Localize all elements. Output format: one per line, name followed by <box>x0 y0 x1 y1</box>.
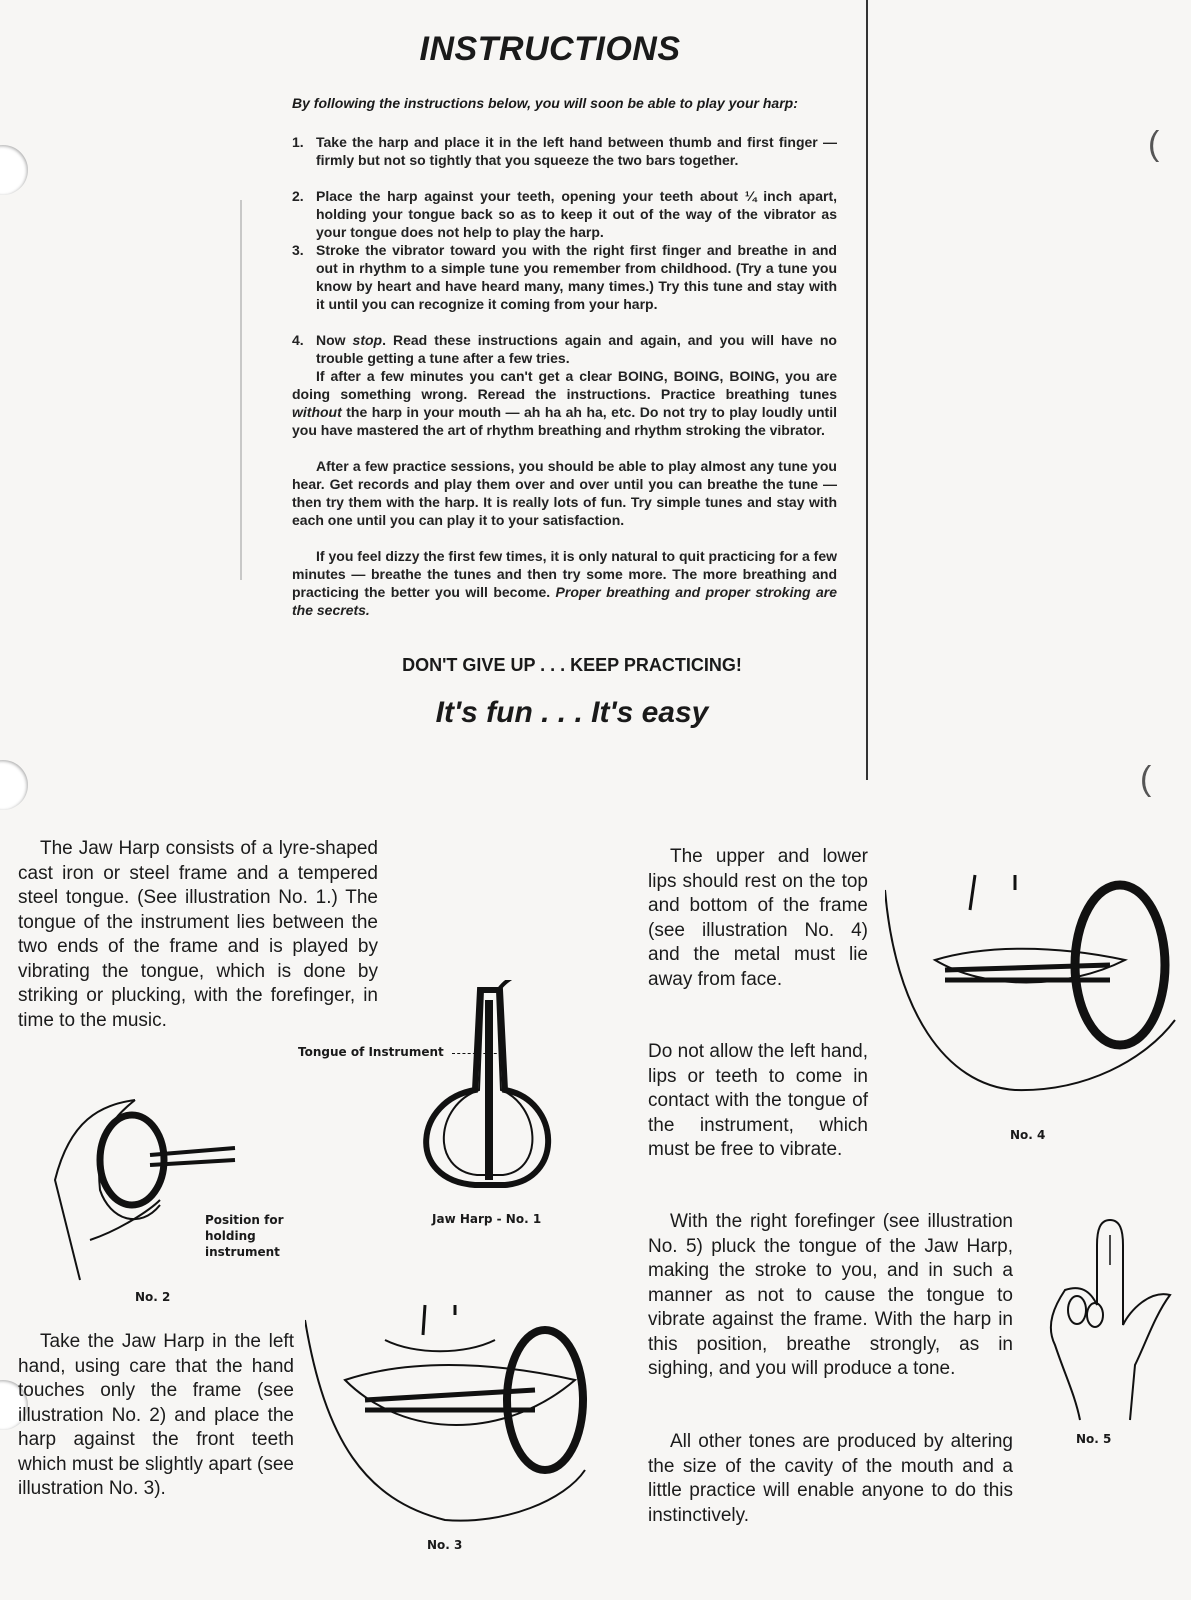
instruction-text: Take the harp and place it in the left hand between thumb and first finger — firmly but not so tightly that you squeeze the two bars together. <box>316 134 837 168</box>
no3-label: No. 3 <box>427 1538 463 1552</box>
fold-line <box>240 200 242 580</box>
hole-punch-middle <box>0 760 28 810</box>
no1-label: Jaw Harp - No. 1 <box>432 1212 542 1226</box>
instruction-text: Stroke the vibrator toward you with the right first finger and breathe in and out in rhythm to a simple tune you remember from childhood. (Try a tune you know by heart and have heard many, many times.) Try this tune and stay with it until you can recognize it coming from your harp. <box>316 242 837 312</box>
instruction-text: Now stop. Read these instructions again and again, and you will have no trouble getting a tune after a few tries. <box>316 332 837 366</box>
instruction-item <box>292 187 837 241</box>
jaw-harp-illustration <box>405 980 575 1200</box>
emphasis-stop: stop <box>352 332 383 348</box>
fun-easy-slogan: It's fun . . . It's easy <box>435 696 709 729</box>
right-column-pluck: With the right forefinger (see illustration No. 5) pluck the tongue of the Jaw Harp, making the stroke to you, and in such a manner as not to cause the tongue to vibrate against the frame. With the harp in this position, breathe strongly, as in sighing, and you will produce a tone. <box>648 1211 1013 1379</box>
emphasis-without: without <box>292 404 342 420</box>
binder-mark-top: ( <box>1148 125 1160 163</box>
left-column-holding: Take the Jaw Harp in the left hand, using care that the hand touches only the frame (see illustration No. 2) and place the harp against the front teeth which must be slightly apart (see illustration No. 3). <box>18 1331 294 1499</box>
instruction-number: 4. <box>292 332 304 348</box>
paragraph-practice: After a few practice sessions, you should be able to play almost any tune you hear. Get records and play them over and over until you can breathe the tune — then try them with the harp. It is really lots of fun. Try simple tunes and stay with each one until you can play it to your satisfaction. <box>292 458 837 528</box>
instruction-number: 2. <box>292 188 304 204</box>
right-column-tones: All other tones are produced by altering the size of the cavity of the mouth and a little practice will enable anyone to do this instinctively. <box>648 1431 1013 1526</box>
no5-label: No. 5 <box>1076 1432 1112 1446</box>
instruction-item <box>292 331 837 367</box>
intro-text: By following the instructions below, you will soon be able to play your harp: <box>292 95 798 111</box>
middle-column-lips: The upper and lower lips should rest on the top and bottom of the frame (see illustration No. 4) and the metal must lie away from face. <box>648 846 868 990</box>
middle-column-contact: Do not allow the left hand, lips or teeth to come in contact with the tongue of the instrument, which must be free to vibrate. <box>648 1041 868 1160</box>
instruction-number: 3. <box>292 242 304 258</box>
no2-label: No. 2 <box>135 1290 171 1304</box>
instruction-text: Place the harp against your teeth, opening your teeth about ¼ inch apart, holding your tongue back so as to keep it out of the way of the vibrator as your tongue does not help to play the harp. <box>316 188 837 240</box>
instruction-number: 1. <box>292 134 304 150</box>
hole-punch-top <box>0 145 28 195</box>
hand-holding-illustration <box>40 1080 250 1300</box>
page-title: INSTRUCTIONS <box>419 30 681 68</box>
binder-mark-bottom: ( <box>1140 760 1152 798</box>
mouth-harp-illustration-4 <box>885 870 1185 1110</box>
position-label: Position for holding instrument <box>205 1213 284 1259</box>
forefinger-hand-illustration <box>1035 1215 1185 1425</box>
left-column-description: The Jaw Harp consists of a lyre-shaped cast iron or steel frame and a tempered steel tongue. (See illustration No. 1.) The tongue of the instrument lies between the two ends of the frame and is played by vibrating the tongue, which is done by striking or plucking, with the forefinger, in time to the music. <box>18 838 378 1031</box>
instruction-item <box>292 133 837 169</box>
mouth-harp-illustration-3 <box>305 1300 605 1530</box>
no4-label: No. 4 <box>1010 1128 1046 1142</box>
tongue-label: Tongue of Instrument <box>298 1045 444 1059</box>
emphasis-secrets: Proper breathing and proper stroking are the secrets. <box>292 584 838 618</box>
paragraph-dizzy: If you feel dizzy the first few times, it is only natural to quit practicing for a few minutes — breathe the tunes and then try some more. The more breathing and practicing the better you will become. Proper breathing and proper stroking are the secrets. <box>292 548 838 618</box>
paragraph-troubleshoot: If after a few minutes you can't get a clear BOING, BOING, BOING, you are doing something wrong. Reread the instructions. Practice breathing tunes without the harp in your mouth — ah ha ah ha, etc. Do not try to play loudly until you have mastered the art of rhythm breathing and rhythm stroking the vibrator. <box>292 368 837 438</box>
tongue-leader-line <box>452 1053 502 1054</box>
instruction-item <box>292 241 837 313</box>
keep-practicing-heading: DON'T GIVE UP . . . KEEP PRACTICING! <box>402 655 742 675</box>
page-edge-line <box>866 0 868 780</box>
